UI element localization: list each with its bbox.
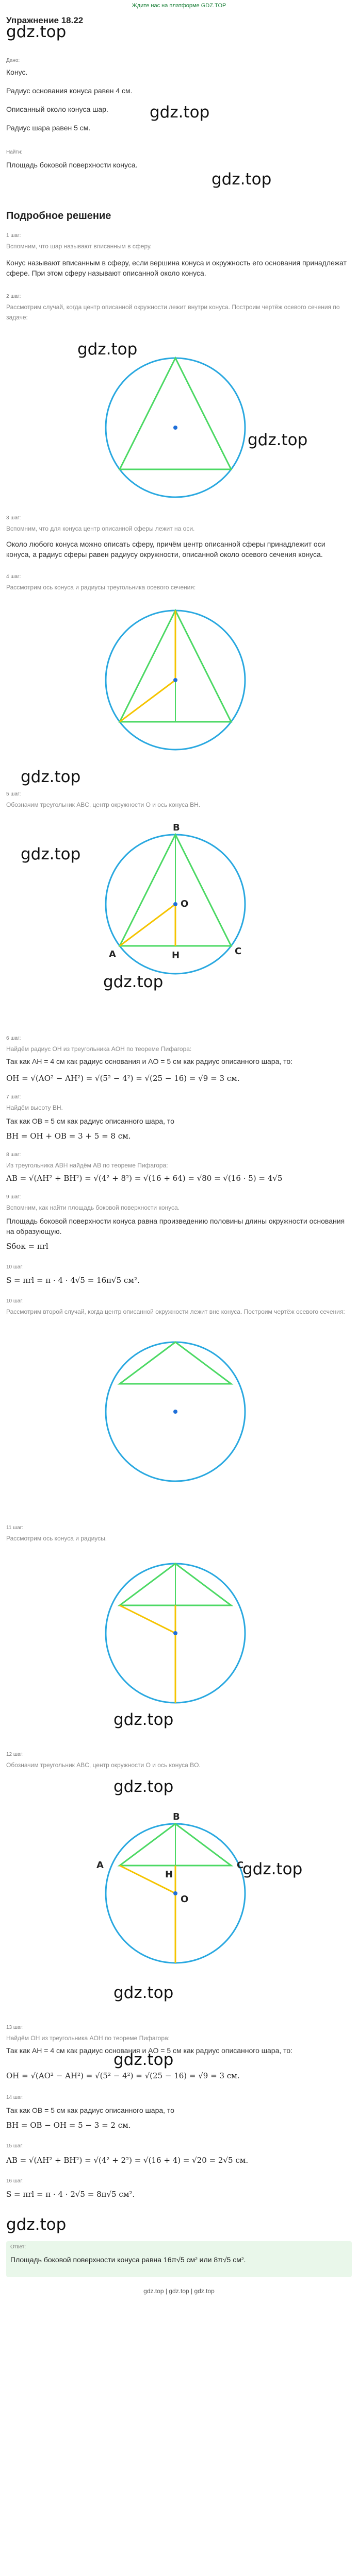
- step-text: Площадь боковой поверхности конуса равна произведению половины длины окружности основания на образующую.: [6, 1217, 345, 1235]
- given-line: Конус.: [6, 68, 28, 76]
- formula-s1: S = πrl = π · 4 · 4√5 = 16π√5 см².: [6, 1276, 140, 1285]
- exercise-title: Упражнение 18.22: [6, 15, 84, 25]
- step-label: 13 шаг:: [6, 2025, 24, 2030]
- watermark: gdz.top: [113, 1777, 174, 1796]
- diagram-2: [98, 603, 253, 757]
- answer-box: [6, 2241, 352, 2277]
- formula-bh2: BH = OB − OH = 5 − 3 = 2 см.: [6, 2121, 131, 2130]
- step-text: Рассмотрим ось конуса и радиусы.: [6, 1535, 107, 1542]
- given-line: Радиус основания конуса равен 4 см.: [6, 87, 133, 95]
- step-label: 10 шаг:: [6, 1264, 24, 1270]
- find-label: Найти:: [6, 149, 23, 155]
- watermark: gdz.top: [248, 431, 308, 449]
- step-text: Так как OB = 5 см как радиус описанного шара, то: [6, 1117, 174, 1125]
- step-text: Рассмотрим случай, когда центр описанной окружности лежит внутри конуса. Построим чертёж осевого сечения по задаче:: [6, 303, 340, 321]
- formula-oh2: OH = √(AO² − AH²) = √(5² − 4²) = √(25 − 16) = √9 = 3 см.: [6, 2071, 240, 2080]
- step-text: Около любого конуса можно описать сферу, причём центр описанной сферы принадлежит оси конуса, а радиус сферы равен радиусу окружности, описанной около осевого сечения конуса.: [6, 540, 326, 558]
- given-line: Радиус шара равен 5 см.: [6, 124, 91, 132]
- diagram-3: [90, 819, 261, 989]
- formula-ab2: AB = √(AH² + BH²) = √(4² + 2²) = √(16 + 4) = √20 = 2√5 см.: [6, 2156, 249, 2165]
- point-label-o: O: [181, 1894, 189, 1905]
- point-label-o: O: [181, 899, 189, 909]
- step-text: Обозначим треугольник ABC, центр окружности O и ось конуса BH.: [6, 801, 201, 808]
- answer-text: Площадь боковой поверхности конуса равна 16π√5 см² или 8π√5 см².: [10, 2256, 246, 2264]
- watermark: gdz.top: [6, 23, 67, 41]
- point-label-a: A: [96, 1860, 104, 1871]
- step-label: 14 шаг:: [6, 2095, 24, 2100]
- step-text: Найдём радиус OH из треугольника AOH по теореме Пифагора:: [6, 1045, 192, 1053]
- step-text: Из треугольника ABH найдём AB по теореме Пифагора:: [6, 1162, 168, 1169]
- watermark: gdz.top: [103, 973, 164, 991]
- step-label: 5 шаг:: [6, 791, 21, 797]
- top-banner[interactable]: Ждите нас на платформе GDZ.TOP: [132, 3, 226, 9]
- step-text: Так как OB = 5 см как радиус описанного шара, то: [6, 2106, 174, 2114]
- footer-links[interactable]: gdz.top | gdz.top | gdz.top: [143, 2287, 215, 2295]
- step-text: Найдём высоту BH.: [6, 1104, 63, 1111]
- given-label: Дано:: [6, 58, 20, 63]
- sbok-label: Sбок = πrl: [6, 1242, 48, 1251]
- watermark: gdz.top: [6, 2215, 67, 2234]
- step-label: 10 шаг:: [6, 1298, 24, 1304]
- diagram-6: [90, 1808, 261, 1978]
- step-label: 4 шаг:: [6, 574, 21, 580]
- step-text: Вспомним, как найти площадь боковой поверхности конуса.: [6, 1204, 180, 1211]
- step-text: Найдём OH из треугольника AOH по теореме Пифагора:: [6, 2035, 170, 2042]
- watermark: gdz.top: [211, 170, 272, 189]
- formula-ab1: AB = √(AH² + BH²) = √(4² + 8²) = √(16 + 64) = √80 = √(16 · 5) = 4√5: [6, 1174, 283, 1183]
- diagram-5: [98, 1556, 253, 1710]
- given-line: Описанный около конуса шар.: [6, 105, 108, 113]
- watermark: gdz.top: [113, 1984, 174, 2002]
- formula-oh1: OH = √(AO² − AH²) = √(5² − 4²) = √(25 − 16) = √9 = 3 см.: [6, 1074, 240, 1083]
- point-label-c: C: [235, 946, 242, 957]
- watermark: gdz.top: [21, 845, 81, 863]
- watermark: gdz.top: [150, 103, 210, 122]
- step-label: 3 шаг:: [6, 515, 21, 521]
- point-label-h: H: [165, 1869, 173, 1880]
- find-text: Площадь боковой поверхности конуса.: [6, 161, 138, 169]
- step-label: 6 шаг:: [6, 1036, 21, 1041]
- step-text: Так как AH = 4 см как радиус основания и AO = 5 см как радиус описанного шара, то:: [6, 1057, 293, 1065]
- point-label-h: H: [172, 950, 180, 961]
- step-text: Рассмотрим ось конуса и радиусы треугольника осевого сечения:: [6, 584, 196, 591]
- step-text: Конус называют вписанным в сферу, если вершина конуса и окружность его основания принадлежат сфере. При этом сферу называют описанной около конуса.: [6, 259, 347, 277]
- step-text: Рассмотрим второй случай, когда центр описанной окружности лежит вне конуса. Построим чертёж осевого сечения:: [6, 1308, 345, 1315]
- watermark: gdz.top: [77, 340, 138, 359]
- formula-bh1: BH = OH + OB = 3 + 5 = 8 см.: [6, 1131, 131, 1141]
- step-label: 11 шаг:: [6, 1525, 24, 1531]
- formula-s2: S = πrl = π · 4 · 2√5 = 8π√5 см².: [6, 2190, 135, 2199]
- step-text: Так как AH = 4 см как радиус основания и AO = 5 см как радиус описанного шара, то:: [6, 2046, 293, 2055]
- point-label-b: B: [173, 822, 180, 833]
- step-text: Вспомним, что для конуса центр описанной сферы лежит на оси.: [6, 525, 195, 532]
- step-label: 8 шаг:: [6, 1152, 21, 1158]
- point-label-c: C: [237, 1860, 244, 1871]
- diagram-1: [98, 350, 253, 505]
- step-label: 16 шаг:: [6, 2178, 24, 2184]
- watermark: gdz.top: [113, 1710, 174, 1729]
- step-label: 7 шаг:: [6, 1094, 21, 1100]
- watermark: gdz.top: [113, 2050, 174, 2069]
- step-label: 1 шаг:: [6, 233, 21, 239]
- watermark: gdz.top: [242, 1860, 303, 1878]
- diagram-4: [98, 1334, 253, 1489]
- step-text: Обозначим треугольник ABC, центр окружности O и ось конуса BO.: [6, 1761, 201, 1769]
- step-label: 9 шаг:: [6, 1194, 21, 1200]
- solution-title: Подробное решение: [6, 210, 111, 222]
- point-label-b: B: [173, 1811, 180, 1822]
- watermark: gdz.top: [21, 768, 81, 786]
- step-label: 2 шаг:: [6, 294, 21, 299]
- step-label: 15 шаг:: [6, 2143, 24, 2149]
- answer-label: Ответ:: [10, 2244, 26, 2250]
- point-label-a: A: [109, 949, 116, 960]
- step-text: Вспомним, что шар называют вписанным в сферу.: [6, 243, 152, 250]
- step-label: 12 шаг:: [6, 1752, 24, 1757]
